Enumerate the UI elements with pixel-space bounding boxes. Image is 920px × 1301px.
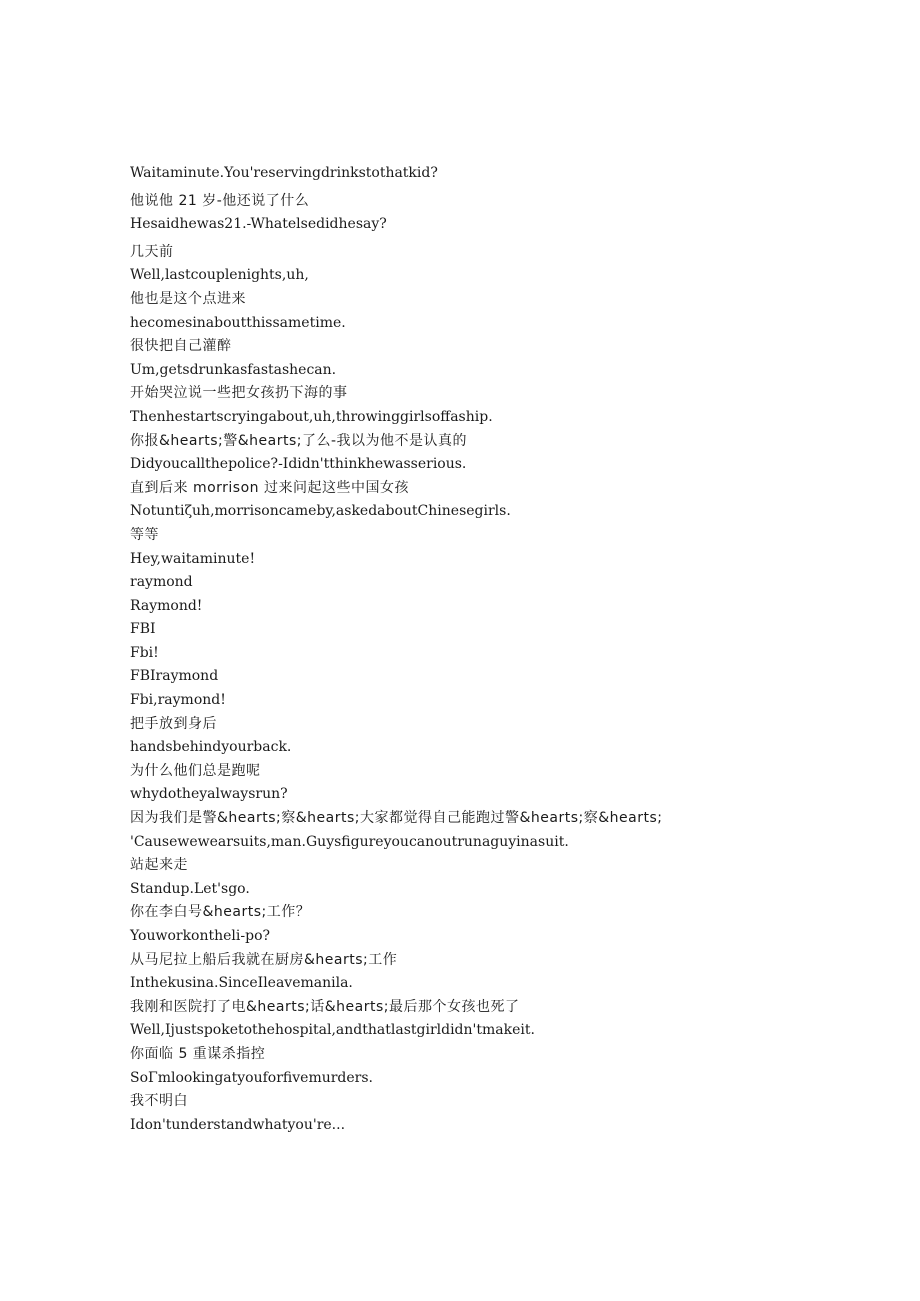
transcript-line: Notuntiζuh,morrisoncameby,askedaboutChinesegirls. <box>130 503 511 520</box>
document-body <box>130 162 890 1137</box>
transcript-line: Well,lastcouplenights,uh, <box>130 267 309 284</box>
transcript-line: 'Causewewearsuits,man.Guysfigureyoucanoutrunaguyinasuit. <box>130 833 569 850</box>
transcript-line: whydotheyalwaysrun? <box>130 786 288 803</box>
transcript-line: 我不明白 <box>130 1093 188 1110</box>
transcript-line: Youworkontheli-po? <box>130 928 271 944</box>
transcript-line: 从马尼拉上船后我就在厨房&hearts;工作 <box>130 951 398 968</box>
transcript-line: 他说他 21 岁-他还说了什么 <box>130 192 310 209</box>
transcript-line: Inthekusina.SinceIleavemanila. <box>130 975 353 992</box>
transcript-line: Raymond! <box>130 597 203 614</box>
transcript-line: raymond <box>130 574 193 591</box>
transcript-line: 因为我们是警&hearts;察&hearts;大家都觉得自己能跑过警&hearts;察&hearts; <box>130 810 663 827</box>
transcript-line: 为什么他们总是跑呢 <box>130 762 261 779</box>
transcript-line: hecomesinaboutthissametime. <box>130 314 346 331</box>
transcript-line: Hesaidhewas21.-Whatelsedidhesay? <box>130 216 387 233</box>
transcript-line: Waitaminute.You'reservingdrinkstothatkid? <box>130 165 438 181</box>
transcript-line: Standup.Let'sgo. <box>130 880 250 897</box>
transcript-line: FBI <box>130 621 156 638</box>
transcript-line: Hey,waitaminute! <box>130 550 256 567</box>
transcript-line: 你面临 5 重谋杀指控 <box>130 1045 266 1062</box>
transcript-line: 很快把自己灌醉 <box>130 338 232 355</box>
transcript-line: FBIraymond <box>130 668 219 685</box>
transcript-line: Um,getsdrunkasfastashecan. <box>130 361 337 378</box>
transcript-line: 站起来走 <box>130 857 188 874</box>
transcript-line: Fbi! <box>130 644 159 661</box>
transcript-line: Fbi,raymond! <box>130 692 226 709</box>
transcript-line: SoΓmlookingatyouforfivemurders. <box>130 1069 374 1086</box>
transcript-line: 几天前 <box>130 243 174 260</box>
transcript-line: Thenhestartscryingabout,uh,throwinggirlsoffaship. <box>130 408 493 425</box>
transcript-line: 我刚和医院打了电&hearts;话&hearts;最后那个女孩也死了 <box>130 998 520 1015</box>
transcript-line: 直到后来 morrison 过来问起这些中国女孩 <box>130 479 409 496</box>
transcript-line: 你在李白号&hearts;工作？ <box>130 904 311 921</box>
transcript-line: 等等 <box>130 526 159 543</box>
transcript-line: 他也是这个点进来 <box>130 290 246 307</box>
transcript-line: 开始哭泣说一些把女孩扔下海的事 <box>130 385 348 402</box>
transcript-line: 把手放到身后 <box>130 715 217 732</box>
transcript-line: Didyoucallthepolice?-Ididn'tthinkhewasserious. <box>130 456 467 473</box>
transcript-line: 你报&hearts;警&hearts;了么-我以为他不是认真的 <box>130 432 468 449</box>
transcript-line: Well,Ijustspoketothehospital,andthatlastgirldidn'tmakeit. <box>130 1022 535 1039</box>
transcript-line: handsbehindyourback. <box>130 739 292 756</box>
transcript-line: Idon'tunderstandwhatyou're... <box>130 1116 346 1133</box>
